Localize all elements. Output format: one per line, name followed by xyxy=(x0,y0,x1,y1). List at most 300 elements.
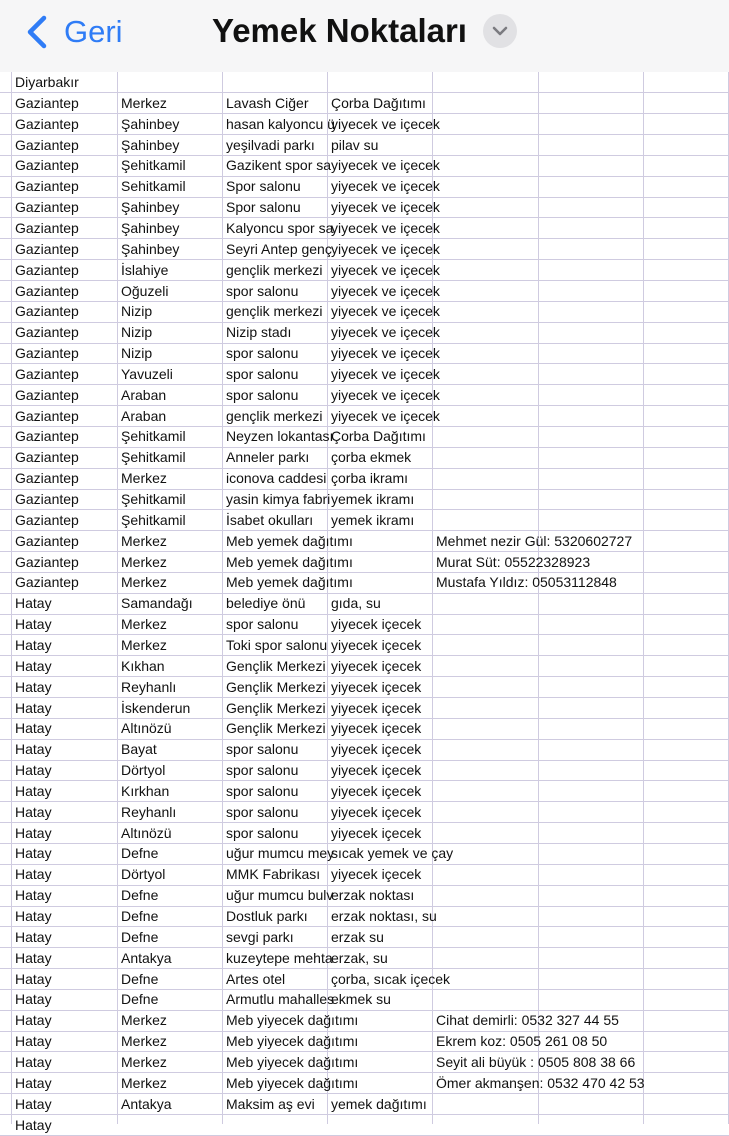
table-cell[interactable]: Sehitkamil xyxy=(121,178,186,195)
table-cell[interactable]: Gaziantep xyxy=(15,219,79,236)
back-button[interactable] xyxy=(22,10,123,54)
table-cell[interactable]: yiyecek içecek xyxy=(331,720,422,737)
table-cell[interactable]: Merkez xyxy=(121,574,167,591)
table-cell[interactable] xyxy=(538,531,643,552)
table-cell[interactable] xyxy=(538,927,643,948)
table-cell[interactable]: uğur mumcu bulv xyxy=(226,887,334,904)
table-cell[interactable] xyxy=(327,572,432,593)
table-cell[interactable]: Altınözü xyxy=(121,824,172,841)
table-cell[interactable]: Defne xyxy=(121,845,159,862)
table-cell[interactable]: Nizip xyxy=(121,324,153,341)
table-cell[interactable]: Hatay xyxy=(15,887,52,904)
table-cell[interactable] xyxy=(222,1115,327,1136)
table-cell[interactable]: Antakya xyxy=(121,1095,172,1112)
table-cell[interactable] xyxy=(432,197,538,218)
table-cell[interactable] xyxy=(432,239,538,260)
table-cell[interactable]: kuzeytepe mehta xyxy=(226,949,333,966)
table-cell[interactable]: Lavash Ciğer xyxy=(226,94,309,111)
table-cell[interactable] xyxy=(432,656,538,677)
table-cell[interactable] xyxy=(327,1052,432,1073)
table-cell[interactable]: Gaziantep xyxy=(15,532,79,549)
table-cell[interactable] xyxy=(538,489,643,510)
table-cell[interactable]: Çorba Dağıtımı xyxy=(331,94,426,111)
table-cell[interactable]: Toki spor salonu xyxy=(226,636,328,653)
table-cell[interactable]: Diyarbakır xyxy=(15,74,79,90)
table-cell[interactable] xyxy=(538,1094,643,1115)
table-cell[interactable] xyxy=(538,218,643,239)
table-cell[interactable] xyxy=(538,656,643,677)
table-cell[interactable]: Seyri Antep genç xyxy=(226,240,332,257)
table-cell[interactable]: Meb yiyecek dağıtımı xyxy=(226,1053,359,1070)
table-cell[interactable]: Meb yiyecek dağıtımı xyxy=(226,1074,359,1091)
table-cell[interactable] xyxy=(538,343,643,364)
table-cell[interactable]: Gaziantep xyxy=(15,199,79,216)
table-cell[interactable]: Hatay xyxy=(15,678,52,695)
table-cell[interactable]: Hatay xyxy=(15,824,52,841)
table-cell[interactable] xyxy=(538,760,643,781)
table-cell[interactable]: Murat Süt: 05522328923 xyxy=(436,553,591,570)
table-cell[interactable]: Anneler parkı xyxy=(226,449,310,466)
table-cell[interactable]: yiyecek içecek xyxy=(331,657,422,674)
table-cell[interactable] xyxy=(432,135,538,156)
table-cell[interactable] xyxy=(538,510,643,531)
table-cell[interactable] xyxy=(432,447,538,468)
table-cell[interactable]: Merkez xyxy=(121,94,167,111)
table-cell[interactable]: Merkez xyxy=(121,1053,167,1070)
table-cell[interactable]: Samandağı xyxy=(121,595,193,612)
table-cell[interactable]: Defne xyxy=(121,908,159,924)
table-cell[interactable]: spor salonu xyxy=(226,365,299,382)
table-cell[interactable]: Mehmet nezir Gül: 5320602727 xyxy=(436,532,633,549)
table-cell[interactable]: Merkez xyxy=(121,636,167,653)
table-cell[interactable]: Seyit ali büyük : 0505 808 38 66 xyxy=(436,1053,636,1070)
table-cell[interactable] xyxy=(538,823,643,844)
table-cell[interactable]: Gaziantep xyxy=(15,449,79,466)
table-cell[interactable] xyxy=(538,635,643,656)
table-cell[interactable]: spor salonu xyxy=(226,741,299,758)
table-cell[interactable]: yasin kimya fabri xyxy=(226,491,331,507)
table-cell[interactable]: Cihat demirli: 0532 327 44 55 xyxy=(436,1012,619,1029)
title-menu-button[interactable] xyxy=(483,14,517,48)
table-cell[interactable]: Merkez xyxy=(121,532,167,549)
table-cell[interactable] xyxy=(327,1115,432,1136)
table-cell[interactable]: yiyecek içecek xyxy=(331,699,422,716)
table-cell[interactable] xyxy=(432,426,538,447)
table-cell[interactable] xyxy=(432,322,538,343)
table-cell[interactable]: çorba ekmek xyxy=(331,449,412,466)
table-cell[interactable]: yiyecek içecek xyxy=(331,741,422,758)
table-cell[interactable]: Hatay xyxy=(15,1095,52,1112)
table-cell[interactable]: yiyecek ve içecek xyxy=(331,303,440,320)
table-cell[interactable]: Çorba Dağıtımı xyxy=(331,428,426,445)
table-cell[interactable]: Şahinbey xyxy=(121,219,180,236)
table-cell[interactable] xyxy=(432,906,538,927)
table-cell[interactable]: sıcak yemek ve çay xyxy=(331,845,454,862)
table-cell[interactable]: spor salonu xyxy=(226,345,299,362)
table-cell[interactable]: belediye önü xyxy=(226,595,306,612)
table-cell[interactable] xyxy=(432,677,538,698)
table-cell[interactable]: Nizip xyxy=(121,345,153,362)
table-cell[interactable] xyxy=(432,155,538,176)
table-cell[interactable] xyxy=(432,948,538,969)
table-cell[interactable]: Hatay xyxy=(15,762,52,779)
table-cell[interactable]: Gençlik Merkezi xyxy=(226,657,326,674)
table-cell[interactable] xyxy=(432,93,538,114)
table-cell[interactable]: Altınözü xyxy=(121,720,172,737)
table-cell[interactable]: Mustafa Yıldız: 05053112848 xyxy=(436,574,617,591)
table-cell[interactable]: Gaziantep xyxy=(15,178,79,195)
table-cell[interactable]: sevgi parkı xyxy=(226,928,294,945)
table-cell[interactable]: yiyecek ve içecek xyxy=(331,178,440,195)
table-cell[interactable]: Gaziantep xyxy=(15,407,79,424)
table-cell[interactable]: Meb yemek dağıtımı xyxy=(226,574,353,591)
table-cell[interactable]: Gaziantep xyxy=(15,428,79,445)
table-cell[interactable]: yiyecek ve içecek xyxy=(331,324,440,341)
table-cell[interactable]: Hatay xyxy=(15,866,52,883)
table-cell[interactable]: gençlik merkezi xyxy=(226,261,323,278)
table-cell[interactable]: Defne xyxy=(121,970,159,987)
table-cell[interactable]: Gaziantep xyxy=(15,157,79,174)
table-cell[interactable] xyxy=(432,489,538,510)
table-cell[interactable] xyxy=(432,385,538,406)
table-cell[interactable] xyxy=(432,718,538,739)
table-cell[interactable]: yemek ikramı xyxy=(331,491,415,507)
table-cell[interactable]: Bayat xyxy=(121,741,157,758)
table-cell[interactable] xyxy=(327,1073,432,1094)
table-cell[interactable]: Hatay xyxy=(15,908,52,924)
table-cell[interactable] xyxy=(432,635,538,656)
table-cell[interactable]: Hatay xyxy=(15,616,52,633)
table-cell[interactable]: Defne xyxy=(121,928,159,945)
table-cell[interactable]: Gaziantep xyxy=(15,470,79,487)
table-cell[interactable] xyxy=(538,864,643,885)
table-cell[interactable]: İsabet okulları xyxy=(226,511,314,528)
table-cell[interactable] xyxy=(432,989,538,1010)
table-cell[interactable]: Nizip xyxy=(121,303,153,320)
table-cell[interactable] xyxy=(432,593,538,614)
table-cell[interactable]: Merkez xyxy=(121,470,167,487)
table-cell[interactable] xyxy=(432,843,538,864)
table-cell[interactable]: Gaziantep xyxy=(15,345,79,362)
table-cell[interactable]: Gazikent spor sa xyxy=(226,157,332,174)
table-cell[interactable]: yemek dağıtımı xyxy=(331,1095,427,1112)
table-cell[interactable] xyxy=(432,698,538,719)
table-cell[interactable]: gençlik merkezi xyxy=(226,407,323,424)
table-cell[interactable] xyxy=(327,552,432,573)
table-cell[interactable]: erzak noktası, su xyxy=(331,908,437,924)
table-cell[interactable] xyxy=(432,885,538,906)
table-cell[interactable]: Armutlu mahalles xyxy=(226,991,335,1008)
table-cell[interactable] xyxy=(432,1094,538,1115)
table-cell[interactable] xyxy=(538,385,643,406)
table-cell[interactable]: Hatay xyxy=(15,1012,52,1029)
table-cell[interactable]: Nizip stadı xyxy=(226,324,292,341)
table-cell[interactable] xyxy=(538,93,643,114)
table-cell[interactable]: Şehitkamil xyxy=(121,491,186,507)
table-cell[interactable] xyxy=(538,239,643,260)
table-cell[interactable]: Gaziantep xyxy=(15,282,79,299)
table-cell[interactable]: Gaziantep xyxy=(15,574,79,591)
table-cell[interactable]: Kırkhan xyxy=(121,782,170,799)
table-cell[interactable]: erzak noktası xyxy=(331,887,415,904)
table-cell[interactable]: erzak su xyxy=(331,928,384,945)
table-cell[interactable]: yiyecek içecek xyxy=(331,803,422,820)
table-cell[interactable]: Hatay xyxy=(15,1074,52,1091)
table-cell[interactable]: gençlik merkezi xyxy=(226,303,323,320)
table-cell[interactable] xyxy=(538,135,643,156)
table-cell[interactable]: Hatay xyxy=(15,782,52,799)
table-cell[interactable]: Neyzen lokantası xyxy=(226,428,334,445)
table-cell[interactable]: yiyecek içecek xyxy=(331,824,422,841)
table-cell[interactable]: Şahinbey xyxy=(121,199,180,216)
table-cell[interactable] xyxy=(538,281,643,302)
table-cell[interactable]: yiyecek ve içecek xyxy=(331,157,440,174)
table-cell[interactable]: Hatay xyxy=(15,991,52,1008)
table-cell[interactable] xyxy=(538,739,643,760)
table-cell[interactable] xyxy=(432,760,538,781)
table-cell[interactable]: gıda, su xyxy=(331,595,381,612)
table-cell[interactable]: Gaziantep xyxy=(15,240,79,257)
table-cell[interactable]: yiyecek ve içecek xyxy=(331,365,440,382)
table-cell[interactable]: yemek ikramı xyxy=(331,511,415,528)
table-cell[interactable]: yiyecek ve içecek xyxy=(331,386,440,403)
table-cell[interactable] xyxy=(432,468,538,489)
table-cell[interactable]: ekmek su xyxy=(331,991,391,1008)
table-cell[interactable] xyxy=(538,364,643,385)
table-cell[interactable]: Şehitkamil xyxy=(121,449,186,466)
table-cell[interactable]: Merkez xyxy=(121,1074,167,1091)
table-cell[interactable]: Hatay xyxy=(15,928,52,945)
table-cell[interactable] xyxy=(432,510,538,531)
table-cell[interactable]: Araban xyxy=(121,407,167,424)
table-cell[interactable]: yiyecek ve içecek xyxy=(331,261,440,278)
table-cell[interactable]: Gençlik Merkezi xyxy=(226,699,326,716)
table-cell[interactable]: Spor salonu xyxy=(226,199,301,216)
table-cell[interactable]: spor salonu xyxy=(226,616,299,633)
table-cell[interactable]: Şahinbey xyxy=(121,240,180,257)
table-cell[interactable]: yiyecek içecek xyxy=(331,762,422,779)
table-cell[interactable]: Gaziantep xyxy=(15,94,79,111)
table-cell[interactable]: yiyecek içecek xyxy=(331,782,422,799)
table-cell[interactable]: Antakya xyxy=(121,949,172,966)
table-cell[interactable] xyxy=(538,552,643,573)
table-cell[interactable]: yeşilvadi parkı xyxy=(226,136,315,153)
table-cell[interactable]: spor salonu xyxy=(226,782,299,799)
table-cell[interactable] xyxy=(538,989,643,1010)
table-cell[interactable] xyxy=(432,614,538,635)
table-cell[interactable] xyxy=(432,969,538,990)
table-cell[interactable]: Şehitkamil xyxy=(121,157,186,174)
table-cell[interactable]: Gaziantep xyxy=(15,303,79,320)
table-cell[interactable]: Gaziantep xyxy=(15,115,79,132)
table-cell[interactable] xyxy=(538,1052,643,1073)
table-cell[interactable]: Gaziantep xyxy=(15,365,79,382)
table-cell[interactable]: Hatay xyxy=(15,970,52,987)
table-cell[interactable] xyxy=(538,593,643,614)
table-cell[interactable]: İskenderun xyxy=(121,699,191,716)
table-cell[interactable]: Merkez xyxy=(121,553,167,570)
table-cell[interactable] xyxy=(538,406,643,427)
table-cell[interactable]: Şahinbey xyxy=(121,136,180,153)
table-cell[interactable] xyxy=(432,927,538,948)
table-cell[interactable]: Hatay xyxy=(15,657,52,674)
table-cell[interactable] xyxy=(327,531,432,552)
table-cell[interactable]: Hatay xyxy=(15,741,52,758)
table-cell[interactable] xyxy=(432,114,538,135)
table-cell[interactable]: Ekrem koz: 0505 261 08 50 xyxy=(436,1033,608,1050)
table-cell[interactable]: Gaziantep xyxy=(15,324,79,341)
table-cell[interactable] xyxy=(432,406,538,427)
table-cell[interactable] xyxy=(327,1031,432,1052)
table-cell[interactable]: çorba ikramı xyxy=(331,470,409,487)
table-cell[interactable] xyxy=(538,969,643,990)
table-cell[interactable]: Hatay xyxy=(15,1116,52,1133)
table-cell[interactable] xyxy=(432,218,538,239)
table-cell[interactable]: Gençlik Merkezi xyxy=(226,720,326,737)
table-cell[interactable]: Hatay xyxy=(15,949,52,966)
table-cell[interactable]: Araban xyxy=(121,386,167,403)
table-cell[interactable]: Meb yiyecek dağıtımı xyxy=(226,1012,359,1029)
table-cell[interactable]: Hatay xyxy=(15,803,52,820)
table-cell[interactable]: yiyecek ve içecek xyxy=(331,199,440,216)
table-cell[interactable]: çorba, sıcak içecek xyxy=(331,970,451,987)
table-cell[interactable] xyxy=(538,802,643,823)
table-cell[interactable]: yiyecek içecek xyxy=(331,866,422,883)
table-cell[interactable]: yiyecek içecek xyxy=(331,678,422,695)
table-cell[interactable]: Hatay xyxy=(15,636,52,653)
table-cell[interactable] xyxy=(538,468,643,489)
table-cell[interactable]: Yavuzeli xyxy=(121,365,173,382)
table-cell[interactable] xyxy=(538,447,643,468)
table-cell[interactable] xyxy=(117,1115,222,1136)
table-cell[interactable]: yiyecek içecek xyxy=(331,616,422,633)
table-cell[interactable]: yiyecek ve içecek xyxy=(331,345,440,362)
table-cell[interactable]: Ömer akmanşen: 0532 470 42 53 xyxy=(436,1074,645,1091)
table-cell[interactable]: Spor salonu xyxy=(226,178,301,195)
table-cell[interactable]: Gaziantep xyxy=(15,261,79,278)
table-cell[interactable]: Merkez xyxy=(121,1033,167,1050)
table-cell[interactable] xyxy=(432,739,538,760)
table-cell[interactable]: Meb yemek dağıtımı xyxy=(226,553,353,570)
table-cell[interactable]: spor salonu xyxy=(226,762,299,779)
table-cell[interactable]: yiyecek ve içecek xyxy=(331,240,440,257)
table-cell[interactable]: Gaziantep xyxy=(15,386,79,403)
table-cell[interactable]: Şehitkamil xyxy=(121,428,186,445)
table-cell[interactable] xyxy=(538,114,643,135)
table-cell[interactable]: Oğuzeli xyxy=(121,282,169,299)
table-cell[interactable] xyxy=(432,343,538,364)
table-cell[interactable] xyxy=(538,843,643,864)
table-cell[interactable]: yiyecek ve içecek xyxy=(331,115,440,132)
table-cell[interactable] xyxy=(538,781,643,802)
table-cell[interactable] xyxy=(432,364,538,385)
table-cell[interactable] xyxy=(432,802,538,823)
table-cell[interactable]: Hatay xyxy=(15,699,52,716)
table-cell[interactable]: iconova caddesi xyxy=(226,470,327,487)
table-cell[interactable] xyxy=(538,301,643,322)
table-cell[interactable]: spor salonu xyxy=(226,803,299,820)
table-cell[interactable]: Reyhanlı xyxy=(121,678,177,695)
table-cell[interactable] xyxy=(538,155,643,176)
table-cell[interactable] xyxy=(538,718,643,739)
table-cell[interactable]: MMK Fabrikası xyxy=(226,866,321,883)
table-cell[interactable] xyxy=(538,1010,643,1031)
table-cell[interactable]: Gaziantep xyxy=(15,491,79,507)
table-cell[interactable] xyxy=(432,1115,538,1136)
table-cell[interactable]: spor salonu xyxy=(226,282,299,299)
table-cell[interactable] xyxy=(538,426,643,447)
table-cell[interactable]: Hatay xyxy=(15,845,52,862)
table-cell[interactable] xyxy=(538,197,643,218)
table-cell[interactable] xyxy=(432,823,538,844)
table-cell[interactable]: uğur mumcu mey xyxy=(226,845,335,862)
table-cell[interactable] xyxy=(538,614,643,635)
table-cell[interactable]: Şehitkamil xyxy=(121,511,186,528)
table-cell[interactable] xyxy=(538,176,643,197)
table-cell[interactable]: Meb yemek dağıtımı xyxy=(226,532,353,549)
table-cell[interactable]: İslahiye xyxy=(121,261,169,278)
table-cell[interactable]: yiyecek ve içecek xyxy=(331,282,440,299)
table-cell[interactable]: Kalyoncu spor sa xyxy=(226,219,334,236)
table-cell[interactable]: yiyecek içecek xyxy=(331,636,422,653)
table-cell[interactable]: Dörtyol xyxy=(121,762,166,779)
table-cell[interactable]: spor salonu xyxy=(226,386,299,403)
table-cell[interactable]: Hatay xyxy=(15,1033,52,1050)
table-cell[interactable] xyxy=(432,260,538,281)
table-cell[interactable]: erzak, su xyxy=(331,949,388,966)
table-cell[interactable]: Reyhanlı xyxy=(121,803,177,820)
table-cell[interactable] xyxy=(538,1073,643,1094)
table-cell[interactable]: Artes otel xyxy=(226,970,286,987)
table-cell[interactable]: Dostluk parkı xyxy=(226,908,308,924)
table-cell[interactable]: Meb yiyecek dağıtımı xyxy=(226,1033,359,1050)
table-cell[interactable]: Kıkhan xyxy=(121,657,165,674)
table-cell[interactable]: pilav su xyxy=(331,136,379,153)
table-cell[interactable] xyxy=(432,781,538,802)
table-cell[interactable] xyxy=(432,864,538,885)
table-cell[interactable]: yiyecek ve içecek xyxy=(331,219,440,236)
table-cell[interactable]: spor salonu xyxy=(226,824,299,841)
table-cell[interactable] xyxy=(538,677,643,698)
table-cell[interactable] xyxy=(538,948,643,969)
table-cell[interactable] xyxy=(538,698,643,719)
table-cell[interactable]: Defne xyxy=(121,991,159,1008)
table-cell[interactable]: Gaziantep xyxy=(15,553,79,570)
table-cell[interactable]: Hatay xyxy=(15,1053,52,1070)
table-cell[interactable] xyxy=(538,322,643,343)
table-cell[interactable]: Gençlik Merkezi xyxy=(226,678,326,695)
table-cell[interactable] xyxy=(432,301,538,322)
table-cell[interactable]: Gaziantep xyxy=(15,136,79,153)
table-cell[interactable]: Hatay xyxy=(15,720,52,737)
table-cell[interactable]: Hatay xyxy=(15,595,52,612)
table-cell[interactable] xyxy=(538,260,643,281)
table-cell[interactable] xyxy=(538,1031,643,1052)
table-cell[interactable] xyxy=(327,1010,432,1031)
table-cell[interactable]: Şahinbey xyxy=(121,115,180,132)
table-cell[interactable]: Merkez xyxy=(121,1012,167,1029)
table-cell[interactable]: hasan kalyoncu ü xyxy=(226,115,335,132)
table-cell[interactable] xyxy=(432,176,538,197)
table-cell[interactable] xyxy=(538,885,643,906)
table-cell[interactable]: Merkez xyxy=(121,616,167,633)
table-cell[interactable] xyxy=(432,281,538,302)
table-cell[interactable]: yiyecek ve içecek xyxy=(331,407,440,424)
table-cell[interactable]: Maksim aş evi xyxy=(226,1095,315,1112)
table-cell[interactable]: Dörtyol xyxy=(121,866,166,883)
table-cell[interactable] xyxy=(538,1115,643,1136)
table-cell[interactable] xyxy=(538,906,643,927)
